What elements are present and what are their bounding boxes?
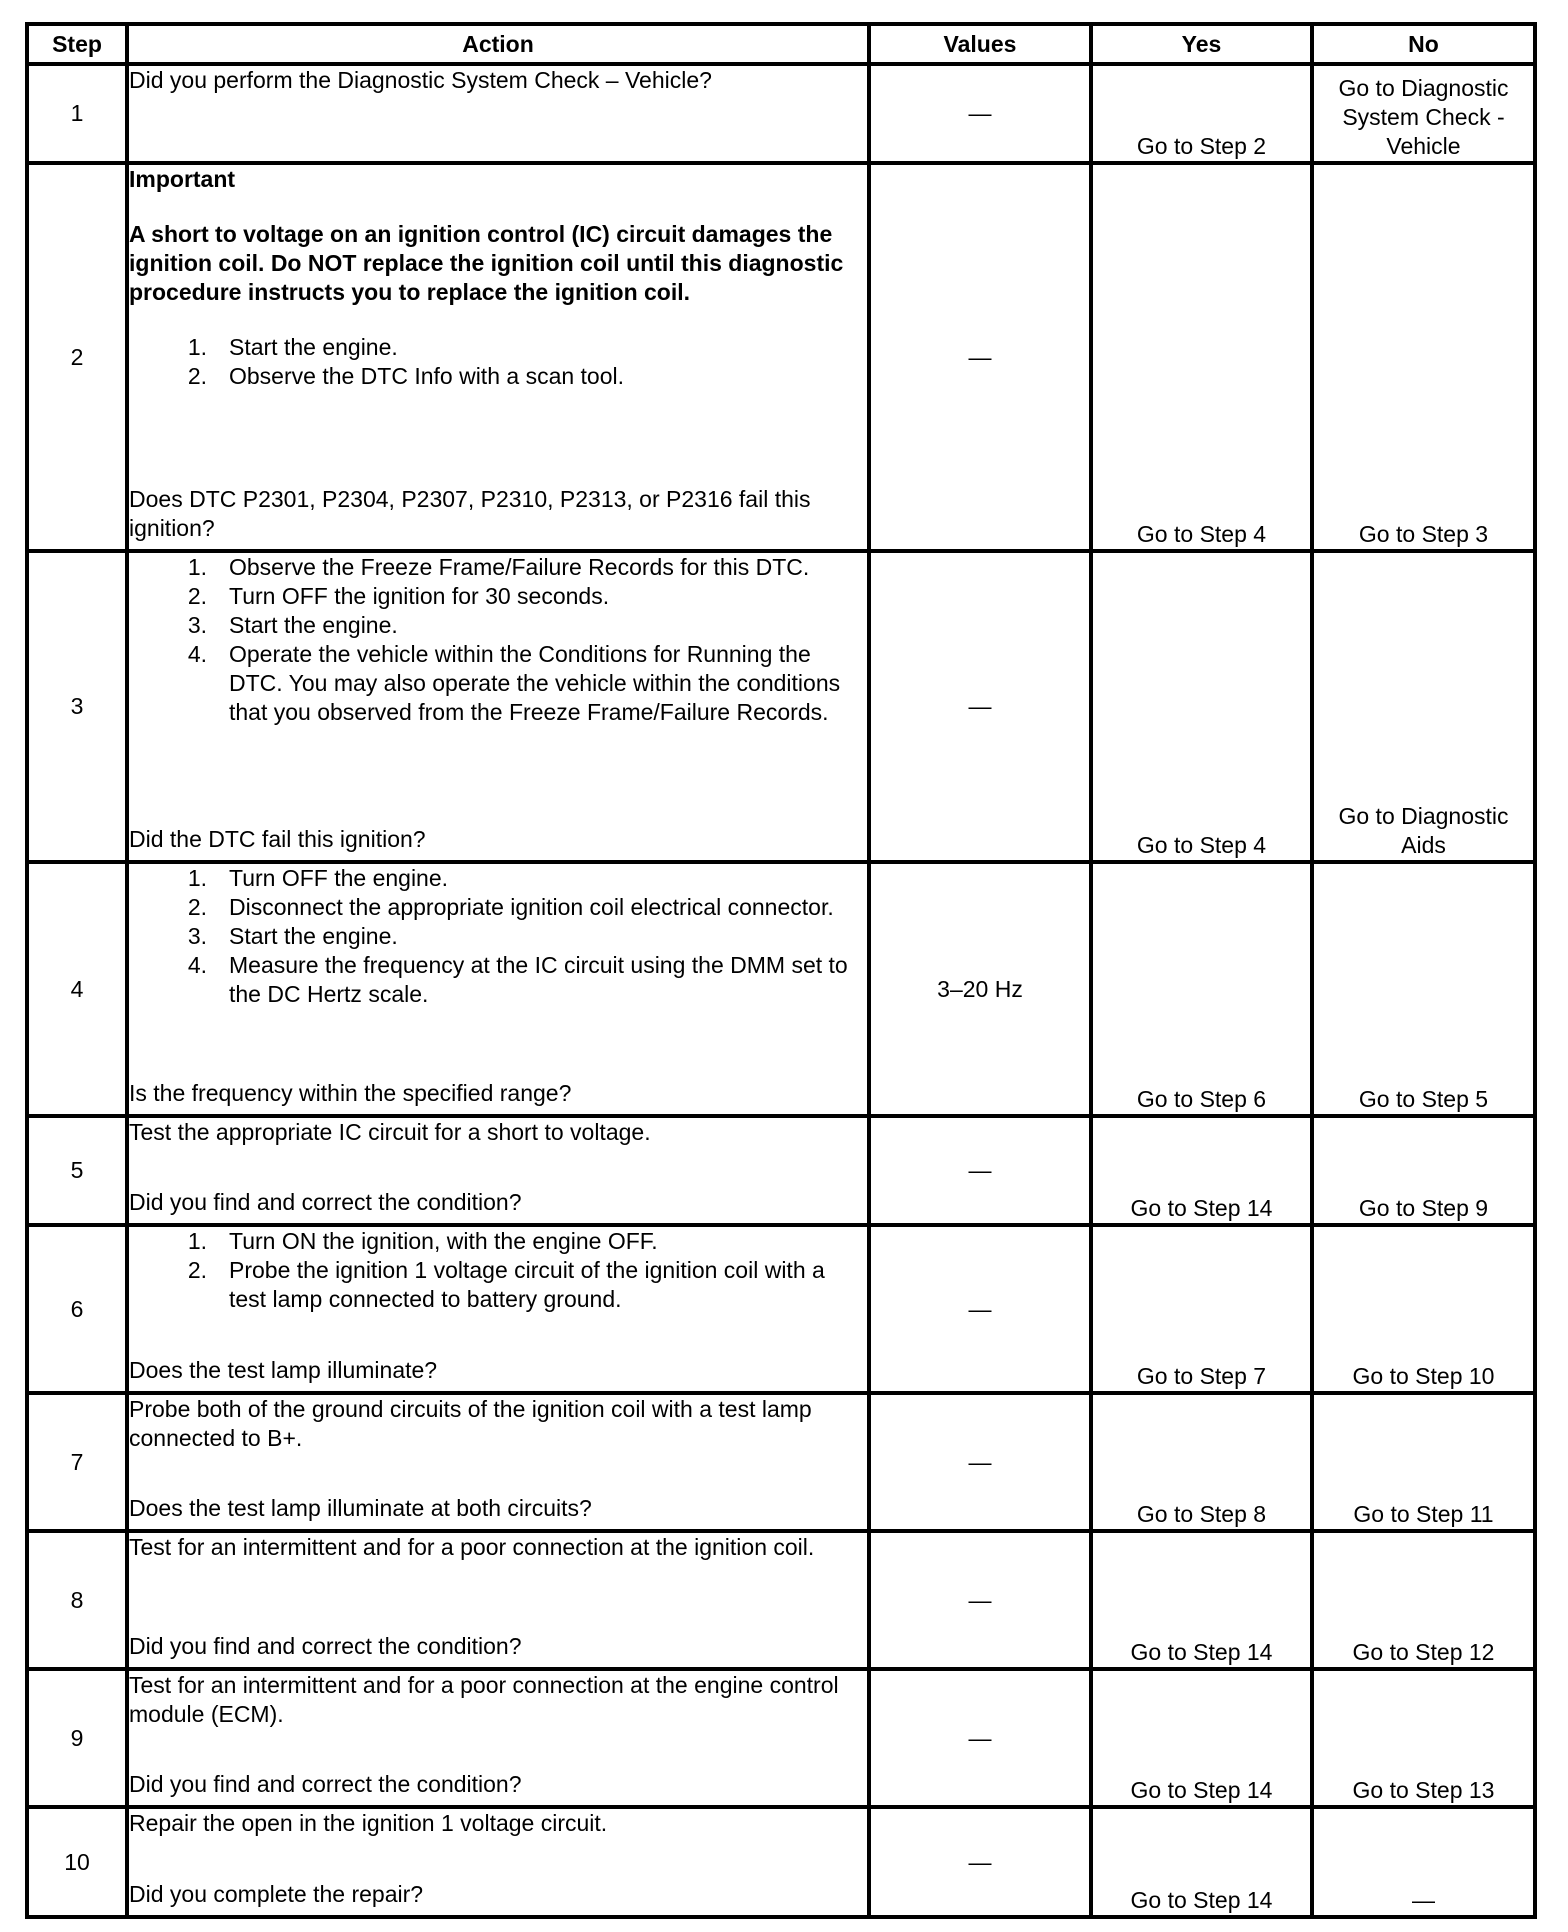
list-item: 1. Start the engine.	[187, 334, 398, 360]
table-row	[27, 64, 1535, 163]
yes-cell: Go to Step 8	[1091, 1393, 1312, 1531]
list-item: 3. Start the engine.	[187, 923, 398, 949]
no-cell: Go to Step 10	[1312, 1225, 1535, 1393]
action-cell	[127, 1807, 869, 1917]
values-cell: —	[869, 64, 1091, 163]
question-text: Does the test lamp illuminate at both circuits?	[129, 1495, 592, 1521]
values-cell: —	[869, 1807, 1091, 1917]
header-no: No	[1312, 24, 1535, 64]
table-row	[27, 163, 1535, 551]
yes-cell: Go to Step 14	[1091, 1531, 1312, 1669]
no-cell: Go to Diagnostic Aids	[1312, 551, 1535, 862]
values-cell: —	[869, 163, 1091, 551]
question-text: Does the test lamp illuminate?	[129, 1357, 438, 1383]
procedure-list	[129, 553, 867, 727]
yes-cell: Go to Step 4	[1091, 163, 1312, 551]
values-cell: 3–20 Hz	[869, 862, 1091, 1116]
no-cell: Go to Step 11	[1312, 1393, 1535, 1531]
action-cell	[127, 1531, 869, 1669]
no-cell: Go to Diagnostic System Check - Vehicle	[1312, 64, 1535, 163]
table-row	[27, 1669, 1535, 1807]
yes-cell: Go to Step 4	[1091, 551, 1312, 862]
table-row	[27, 1116, 1535, 1225]
action-cell	[127, 1116, 869, 1225]
table-row	[27, 1225, 1535, 1393]
list-item: 2. Probe the ignition 1 voltage circuit of the ignition coil with a test lamp connected to battery ground.	[187, 1257, 825, 1312]
question-text: Does DTC P2301, P2304, P2307, P2310, P2313, or P2316 fail this ignition?	[129, 486, 811, 541]
procedure-list	[129, 333, 867, 391]
step-number: 4	[27, 862, 127, 1116]
question-text: Is the frequency within the specified range?	[129, 1080, 572, 1106]
no-cell: Go to Step 12	[1312, 1531, 1535, 1669]
action-text: Did you perform the Diagnostic System Check – Vehicle?	[129, 67, 712, 93]
values-cell: —	[869, 1393, 1091, 1531]
step-number: 10	[27, 1807, 127, 1917]
step-number: 2	[27, 163, 127, 551]
no-cell: Go to Step 9	[1312, 1116, 1535, 1225]
header-values: Values	[869, 24, 1091, 64]
action-text: Probe both of the ground circuits of the ignition coil with a test lamp connected to B+.	[129, 1396, 812, 1451]
question-text: Did you find and correct the condition?	[129, 1633, 522, 1659]
step-number: 8	[27, 1531, 127, 1669]
step-number: 7	[27, 1393, 127, 1531]
values-cell: —	[869, 1116, 1091, 1225]
table-row	[27, 1807, 1535, 1917]
list-item: 2. Turn OFF the ignition for 30 seconds.	[187, 583, 610, 609]
values-cell: —	[869, 1531, 1091, 1669]
question-text: Did the DTC fail this ignition?	[129, 826, 426, 852]
action-text: Test for an intermittent and for a poor connection at the engine control module (ECM).	[129, 1672, 839, 1727]
yes-cell: Go to Step 6	[1091, 862, 1312, 1116]
step-number: 3	[27, 551, 127, 862]
table-row	[27, 862, 1535, 1116]
step-number: 6	[27, 1225, 127, 1393]
header-step: Step	[27, 24, 127, 64]
values-cell: —	[869, 551, 1091, 862]
action-cell	[127, 163, 869, 551]
no-cell: Go to Step 13	[1312, 1669, 1535, 1807]
action-cell	[127, 1669, 869, 1807]
no-cell: Go to Step 3	[1312, 163, 1535, 551]
table-row	[27, 1393, 1535, 1531]
list-item: 3. Start the engine.	[187, 612, 398, 638]
important-label: Important	[129, 166, 236, 192]
no-cell: Go to Step 5	[1312, 862, 1535, 1116]
procedure-list	[129, 1227, 867, 1314]
yes-cell: Go to Step 7	[1091, 1225, 1312, 1393]
values-cell: —	[869, 1669, 1091, 1807]
important-text: A short to voltage on an ignition control (IC) circuit damages the ignition coil. Do NOT replace the ignition coil until this diagnostic procedure instructs you to replace the ignition coil.	[129, 221, 844, 305]
values-cell: —	[869, 1225, 1091, 1393]
yes-cell: Go to Step 14	[1091, 1669, 1312, 1807]
list-item: 1. Observe the Freeze Frame/Failure Records for this DTC.	[187, 554, 810, 580]
action-text: Repair the open in the ignition 1 voltage circuit.	[129, 1810, 608, 1836]
header-action: Action	[127, 24, 869, 64]
list-item: 1. Turn ON the ignition, with the engine OFF.	[187, 1228, 658, 1254]
question-text: Did you find and correct the condition?	[129, 1771, 522, 1797]
action-text: Test the appropriate IC circuit for a short to voltage.	[129, 1119, 651, 1145]
yes-cell: Go to Step 14	[1091, 1116, 1312, 1225]
list-item: 4. Measure the frequency at the IC circuit using the DMM set to the DC Hertz scale.	[187, 952, 848, 1007]
step-number: 9	[27, 1669, 127, 1807]
list-item: 4. Operate the vehicle within the Conditions for Running the DTC. You may also operate the vehicle within the conditions that you observed from the Freeze Frame/Failure Records.	[187, 641, 841, 725]
table-row	[27, 551, 1535, 862]
no-cell: —	[1312, 1807, 1535, 1917]
action-text: Test for an intermittent and for a poor connection at the ignition coil.	[129, 1534, 815, 1560]
action-cell	[127, 1225, 869, 1393]
procedure-list	[129, 864, 867, 1009]
question-text: Did you find and correct the condition?	[129, 1189, 522, 1215]
table-row	[27, 1531, 1535, 1669]
yes-cell: Go to Step 2	[1091, 64, 1312, 163]
diagnostic-table	[25, 22, 1537, 1919]
action-cell	[127, 551, 869, 862]
header-yes: Yes	[1091, 24, 1312, 64]
yes-cell: Go to Step 14	[1091, 1807, 1312, 1917]
action-cell	[127, 1393, 869, 1531]
list-item: 2. Disconnect the appropriate ignition coil electrical connector.	[187, 894, 834, 920]
step-number: 1	[27, 64, 127, 163]
header-row	[27, 24, 1535, 64]
list-item: 2. Observe the DTC Info with a scan tool.	[187, 363, 625, 389]
step-number: 5	[27, 1116, 127, 1225]
action-cell	[127, 64, 869, 163]
question-text: Did you complete the repair?	[129, 1881, 424, 1907]
list-item: 1. Turn OFF the engine.	[187, 865, 449, 891]
action-cell	[127, 862, 869, 1116]
